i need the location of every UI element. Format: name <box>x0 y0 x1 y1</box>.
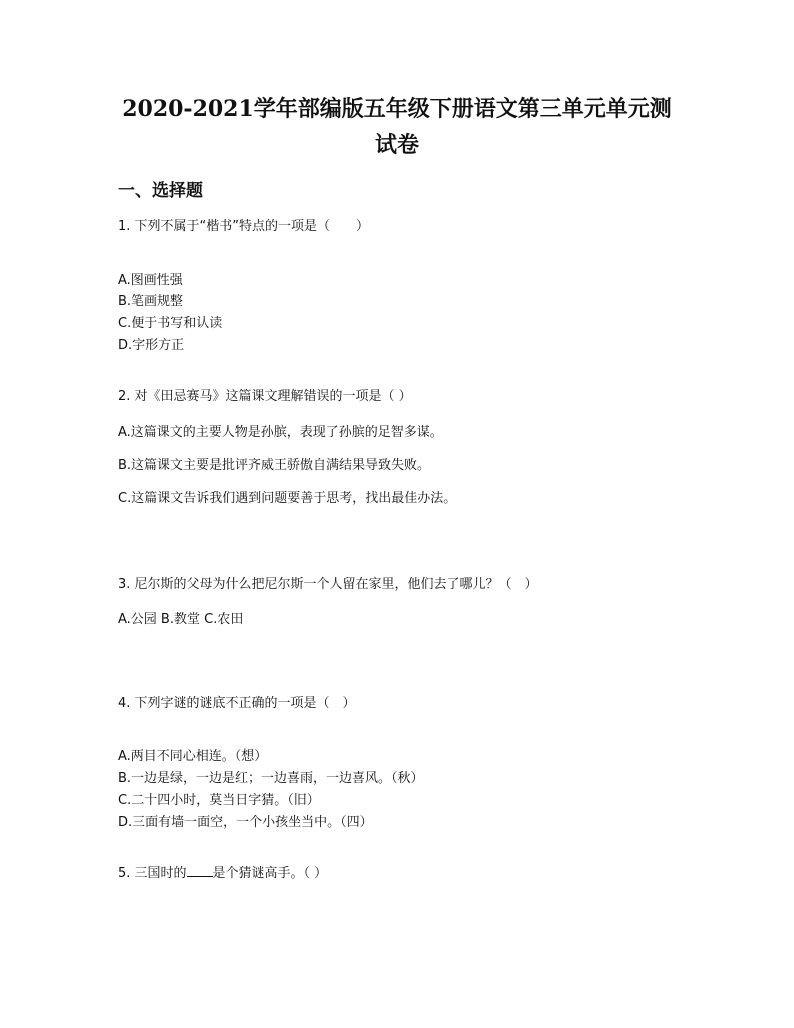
question-1-option-b: B.笔画规整 <box>118 294 184 309</box>
question-5-stem <box>118 864 327 883</box>
question-1-option-d: D.字形方正 <box>118 338 185 353</box>
page-title-line2: 试卷 <box>374 132 419 158</box>
question-2-option-c: C.这篇课文告诉我们遇到问题要善于思考，找出最佳办法。 <box>118 491 457 506</box>
question-1-stem: 1. 下列不属于“楷书”特点的一项是（ ） <box>118 219 370 234</box>
answer-blank[interactable] <box>187 864 213 877</box>
question-4-option-a: A.两目不同心相连。（想） <box>118 749 268 764</box>
question-3-options: A.公园 B.教堂 C.农田 <box>118 612 244 627</box>
question-5-stem-after: 是个猜谜高手。（ ） <box>212 866 328 881</box>
question-4-stem: 4. 下列字谜的谜底不正确的一项是（ ） <box>118 696 356 711</box>
question-1-option-a: A.图画性强 <box>118 273 183 288</box>
section-heading: 一、选择题 <box>118 181 203 201</box>
question-4-option-b: B.一边是绿，一边是红；一边喜雨，一边喜风。（秋） <box>118 771 424 786</box>
question-3-stem: 3. 尼尔斯的父母为什么把尼尔斯一个人留在家里，他们去了哪儿？（ ） <box>118 577 538 592</box>
question-5-stem-before: 5. 三国时的 <box>118 866 187 881</box>
question-1-option-c: C.便于书写和认读 <box>118 316 223 331</box>
question-4-option-c: C.二十四小时，莫当日字猜。（旧） <box>118 793 320 808</box>
question-2-option-a: A.这篇课文的主要人物是孙膑，表现了孙膑的足智多谋。 <box>118 425 443 440</box>
question-4-option-d: D.三面有墙一面空，一个小孩坐当中。（四） <box>118 815 373 830</box>
question-2-option-b: B.这篇课文主要是批评齐威王骄傲自满结果导致失败。 <box>118 458 431 473</box>
page-title-line1: 2020-2021学年部编版五年级下册语文第三单元单元测 <box>122 96 672 122</box>
question-2-stem: 2. 对《田忌赛马》这篇课文理解错误的一项是（ ） <box>118 389 412 404</box>
